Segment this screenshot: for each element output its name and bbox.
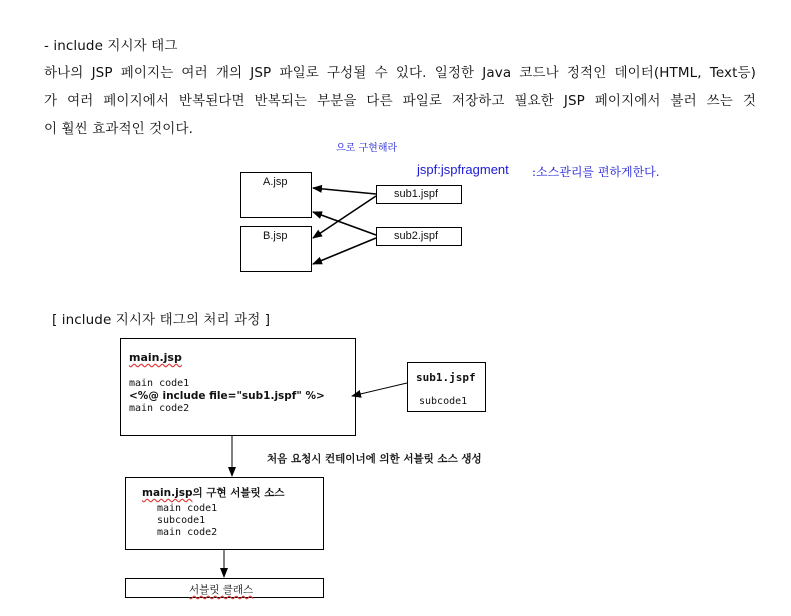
subcode1-text: subcode1 [419, 396, 468, 407]
fragment-description: :소스관리를 편하게한다. [532, 165, 660, 179]
fragment-label: jspf:jspfragment [417, 162, 509, 177]
include-directive-line: <%@ include file="sub1.jspf" %> [129, 390, 325, 402]
note-implement: 으로 구현해라 [336, 143, 398, 154]
servlet-code-line-2: subcode1 [157, 515, 206, 526]
main-jsp-title: main.jsp [129, 351, 182, 364]
a-jsp-label: A.jsp [263, 176, 288, 188]
sub1-jspf-label: sub1.jspf [394, 188, 439, 200]
servlet-code-line-1: main code1 [157, 503, 218, 514]
paragraph-line-3: 이 훨씬 효과적인 것이다. [44, 121, 193, 137]
servlet-class-label: 서블릿 클래스 [189, 584, 254, 596]
paragraph-line-1: 하나의 JSP 페이지는 여러 개의 JSP 파일로 구성될 수 있다. 일정한 Java 코드나 정적인 데이터(HTML, Text등) [44, 65, 756, 81]
paragraph-line-2: 가 여러 페이지에서 반복된다면 반복되는 부분을 다른 파일로 저장하고 필요한 JSP 페이지에서 불러 쓰는 것 [44, 93, 756, 109]
servlet-source-title-jsp: main.jsp [142, 487, 193, 499]
main-code-line-1: main code1 [129, 378, 190, 389]
main-code-line-3: main code2 [129, 403, 190, 414]
arrow-sub1-to-a [313, 188, 376, 194]
servlet-generation-label: 처음 요청시 컨테이너에 의한 서블릿 소스 생성 [267, 453, 482, 465]
sub1-jspf-source-title: sub1.jspf [416, 371, 476, 384]
section-title: [ include 지시자 태그의 처리 과정 ] [52, 312, 271, 328]
b-jsp-label: B.jsp [263, 230, 288, 242]
servlet-source-title-rest: 의 구현 서블릿 소스 [192, 487, 285, 499]
servlet-code-line-3: main code2 [157, 527, 218, 538]
arrow-sub1-to-include [352, 383, 407, 396]
arrow-sub2-to-b [313, 238, 376, 264]
heading: - include 지시자 태그 [44, 38, 178, 54]
sub2-jspf-label: sub2.jspf [394, 230, 439, 242]
